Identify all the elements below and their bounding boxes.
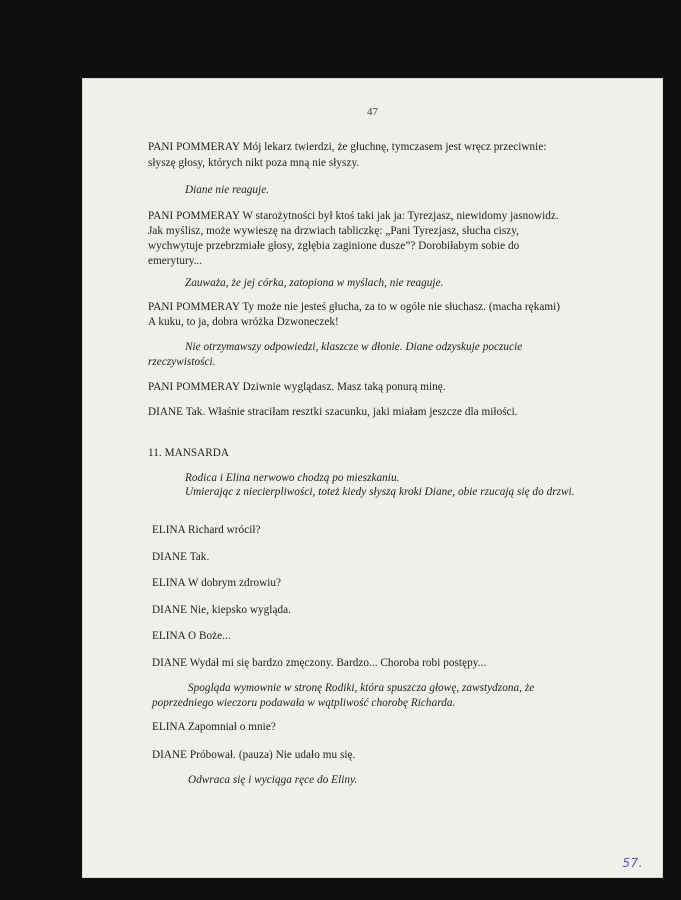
handwritten-page-number: 57. <box>622 856 643 870</box>
dialogue-line: PANI POMMERAY W starożytności był ktoś taki jak ja: Tyrezjasz, niewidomy jasnowidz. <box>148 210 559 222</box>
stage-direction: Rodica i Elina nerwowo chodzą po mieszkaniu. <box>185 472 400 484</box>
stage-direction: rzeczywistości. <box>148 356 216 368</box>
dialogue-line: Jak myślisz, może wywieszę na drzwiach tabliczkę: „Pani Tyrezjasz, słucha ciszy, <box>148 225 520 237</box>
dialogue-line: DIANE Tak. <box>152 551 210 563</box>
stage-direction: Odwraca się i wyciąga ręce do Eliny. <box>188 774 358 786</box>
dialogue-line: wychwytuje przebrzmiałe głosy, zgłębia zaginione dusze”? Dorobiłabym sobie do <box>148 240 520 252</box>
document-page <box>82 78 663 878</box>
dialogue-line: emerytury... <box>148 255 203 267</box>
stage-direction: Diane nie reaguje. <box>185 184 270 196</box>
stage-direction: Spogląda wymownie w stronę Rodiki, która spuszcza głowę, zawstydzona, że <box>188 682 535 694</box>
dialogue-line: DIANE Wydał mi się bardzo zmęczony. Bardzo... Choroba robi postępy... <box>152 657 487 669</box>
dialogue-line: PANI POMMERAY Dziwnie wyglądasz. Masz taką ponurą minę. <box>148 381 446 393</box>
dialogue-line: DIANE Tak. Właśnie straciłam resztki szacunku, jaki miałam jeszcze dla miłości. <box>148 406 518 418</box>
dialogue-line: PANI POMMERAY Mój lekarz twierdzi, że głuchnę, tymczasem jest wręcz przeciwnie: <box>148 141 547 153</box>
dialogue-line: DIANE Nie, kiepsko wygląda. <box>152 604 291 616</box>
stage-direction: Zauważa, że jej córka, zatopiona w myślach, nie reaguje. <box>185 277 444 289</box>
dialogue-line: ELINA O Boże... <box>152 630 231 642</box>
dialogue-line: ELINA Richard wrócił? <box>152 524 261 536</box>
dialogue-line: PANI POMMERAY Ty może nie jesteś głucha, za to w ogóle nie słuchasz. (macha rękami) <box>148 301 561 313</box>
dialogue-line: A kuku, to ja, dobra wróżka Dzwoneczek! <box>148 316 339 328</box>
stage-direction: poprzedniego wieczoru podawała w wątpliwość chorobę Richarda. <box>152 697 456 709</box>
scene-heading: 11. MANSARDA <box>148 447 229 459</box>
page-number: 47 <box>367 106 378 118</box>
dialogue-line: ELINA W dobrym zdrowiu? <box>152 577 282 589</box>
stage-direction: Umierając z niecierpliwości, toteż kiedy słyszą kroki Diane, obie rzucają się do drzwi. <box>185 486 575 498</box>
dialogue-line: DIANE Próbował. (pauza) Nie udało mu się. <box>152 749 356 761</box>
dialogue-line: słyszę głosy, których nikt poza mną nie słyszy. <box>148 157 360 169</box>
stage-direction: Nie otrzymawszy odpowiedzi, klaszcze w dłonie. Diane odzyskuje poczucie <box>185 341 523 353</box>
dialogue-line: ELINA Zapomniał o mnie? <box>152 721 276 733</box>
